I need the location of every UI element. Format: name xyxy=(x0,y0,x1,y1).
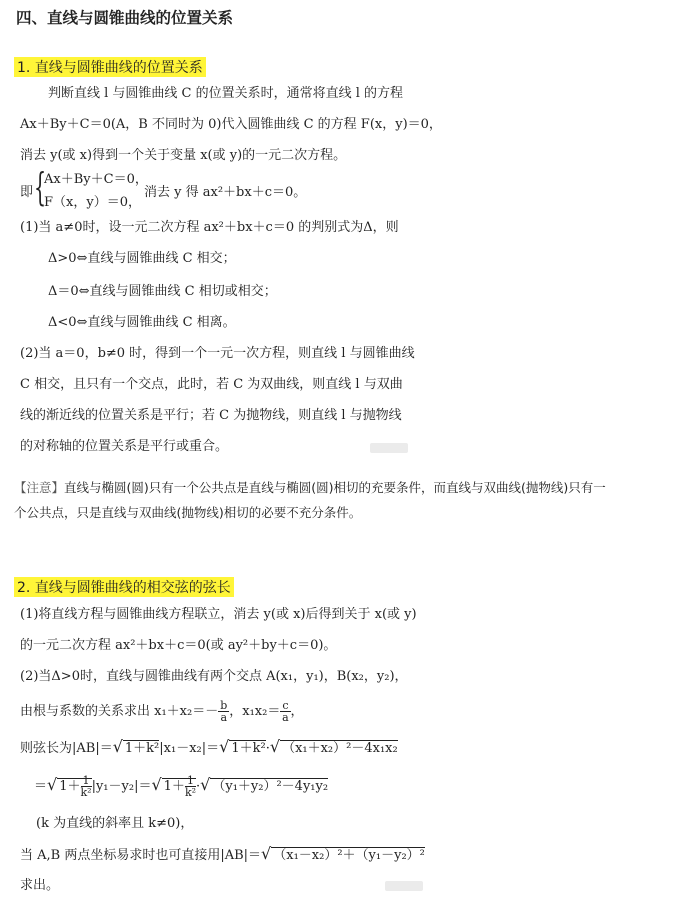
sqrt-symbol: √ xyxy=(219,737,230,756)
s1-line-4-suffix: 消去 y 得 ax²＋bx＋c＝0。 xyxy=(144,185,307,200)
s1-line-3: 消去 y(或 x)得到一个关于变量 x(或 y)的一元二次方程。 xyxy=(20,148,347,163)
sqrt-symbol: √ xyxy=(261,844,272,863)
s2-line-7: (k 为直线的斜率且 k≠0)， xyxy=(36,816,194,831)
fraction-1-over-k2 xyxy=(81,775,92,798)
s1-line-10: C 相交，且只有一个交点，此时，若 C 为双曲线，则直线 l 与双曲 xyxy=(20,377,403,392)
system-brace: { xyxy=(34,165,47,209)
s2-line-6 xyxy=(34,775,328,798)
note-tag: 【注意】 xyxy=(14,480,65,495)
section-2-heading: 2. 直线与圆锥曲线的相交弦的弦长 xyxy=(14,577,234,597)
frac-num: c xyxy=(282,699,289,712)
eq-sign: ＝ xyxy=(34,779,48,794)
dot: · xyxy=(265,741,270,756)
vieta-end: ， xyxy=(290,704,304,719)
frac-den: k² xyxy=(80,786,92,799)
sqrt-body-5 xyxy=(162,774,197,799)
fraction-b-over-a xyxy=(218,700,229,723)
chord-mid-2: |y₁－y₂|＝ xyxy=(91,779,152,794)
s1-line-1: 判断直线 l 与圆锥曲线 C 的位置关系时，通常将直线 l 的方程 xyxy=(48,86,404,101)
vieta-prefix: 由根与系数的关系求出 x₁＋x₂＝－ xyxy=(20,704,219,719)
frac-num: b xyxy=(220,699,228,712)
sqrt-body-3: （x₁＋x₂）²－4x₁x₂ xyxy=(282,741,398,756)
section-1-heading: 1. 直线与圆锥曲线的位置关系 xyxy=(14,57,206,77)
sqrt-body-7: （x₁－x₂）²＋（y₁－y₂）² xyxy=(273,848,425,863)
sqrt-symbol: √ xyxy=(151,775,162,794)
s2-line-9: 求出。 xyxy=(20,878,60,893)
system-eq-2: F（x，y）＝0， xyxy=(44,195,141,210)
direct-formula-prefix: 当 A,B 两点坐标易求时也可直接用|AB|＝ xyxy=(20,848,262,863)
s1-line-4-prefix: 即 xyxy=(20,185,34,200)
s1-line-12: 的对称轴的位置关系是平行或重合。 xyxy=(20,439,229,454)
note-line-1 xyxy=(14,478,606,496)
s1-line-11: 线的渐近线的位置关系是平行；若 C 为抛物线，则直线 l 与抛物线 xyxy=(20,408,402,423)
watermark-2 xyxy=(385,881,423,891)
dot: · xyxy=(196,779,201,794)
sqrt-symbol: √ xyxy=(269,737,281,756)
s2-line-2: 的一元二次方程 ax²＋bx＋c＝0(或 ay²＋by＋c＝0)。 xyxy=(20,638,337,653)
frac-num: 1 xyxy=(185,775,196,787)
sqrt-symbol: √ xyxy=(47,775,58,794)
sqrt-body-1: 1＋k² xyxy=(124,741,160,756)
page-title: 四、直线与圆锥曲线的位置关系 xyxy=(16,9,234,27)
fraction-1-over-k2 xyxy=(185,775,196,798)
vieta-mid: ，x₁x₂＝ xyxy=(229,704,281,719)
s1-line-2: Ax＋By＋C＝0(A，B 不同时为 0)代入圆锥曲线 C 的方程 F(x，y)＝0， xyxy=(20,117,442,132)
s2-line-8 xyxy=(20,845,425,865)
watermark-1 xyxy=(370,443,408,453)
system-eq-1: Ax＋By＋C＝0， xyxy=(44,172,148,187)
sqrt-body-2: 1＋k² xyxy=(231,741,266,756)
note-text-1: 直线与椭圆(圆)只有一个公共点是直线与椭圆(圆)相切的充要条件，而直线与双曲线(抛物线)只有一 xyxy=(64,480,606,495)
s2-line-5 xyxy=(20,738,398,758)
s1-line-7: Δ＝0⇔直线与圆锥曲线 C 相切或相交； xyxy=(48,284,277,299)
sqrt-symbol: √ xyxy=(112,737,123,756)
s1-line-6: Δ>0⇔直线与圆锥曲线 C 相交； xyxy=(48,251,236,266)
frac-den: a xyxy=(282,711,289,724)
s1-line-5: (1)当 a≠0时，设一元二次方程 ax²＋bx＋c＝0 的判别式为Δ，则 xyxy=(20,220,399,235)
chord-prefix: 则弦长为|AB|＝ xyxy=(20,741,113,756)
one-plus: 1＋ xyxy=(59,779,81,794)
chord-mid: |x₁－x₂|＝ xyxy=(159,741,220,756)
frac-num: 1 xyxy=(81,775,92,787)
sqrt-body-6: （y₁＋y₂）²－4y₁y₂ xyxy=(212,779,329,794)
note-line-2: 个公共点，只是直线与双曲线(抛物线)相切的必要不充分条件。 xyxy=(14,505,362,520)
frac-den: a xyxy=(220,711,228,724)
s1-line-8: Δ<0⇔直线与圆锥曲线 C 相离。 xyxy=(48,315,236,330)
fraction-c-over-a xyxy=(280,700,290,723)
sqrt-symbol: √ xyxy=(200,775,211,794)
s1-line-9: (2)当 a＝0，b≠0 时，得到一个一元一次方程，则直线 l 与圆锥曲线 xyxy=(20,346,415,361)
one-plus: 1＋ xyxy=(163,779,185,794)
s2-line-4 xyxy=(20,700,304,723)
frac-den: k² xyxy=(184,786,197,799)
sqrt-body-4 xyxy=(57,774,92,799)
s2-line-3: (2)当Δ>0时，直线与圆锥曲线有两个交点 A(x₁，y₁)，B(x₂，y₂)， xyxy=(20,669,408,684)
s2-line-1: (1)将直线方程与圆锥曲线方程联立，消去 y(或 x)后得到关于 x(或 y) xyxy=(20,607,417,622)
